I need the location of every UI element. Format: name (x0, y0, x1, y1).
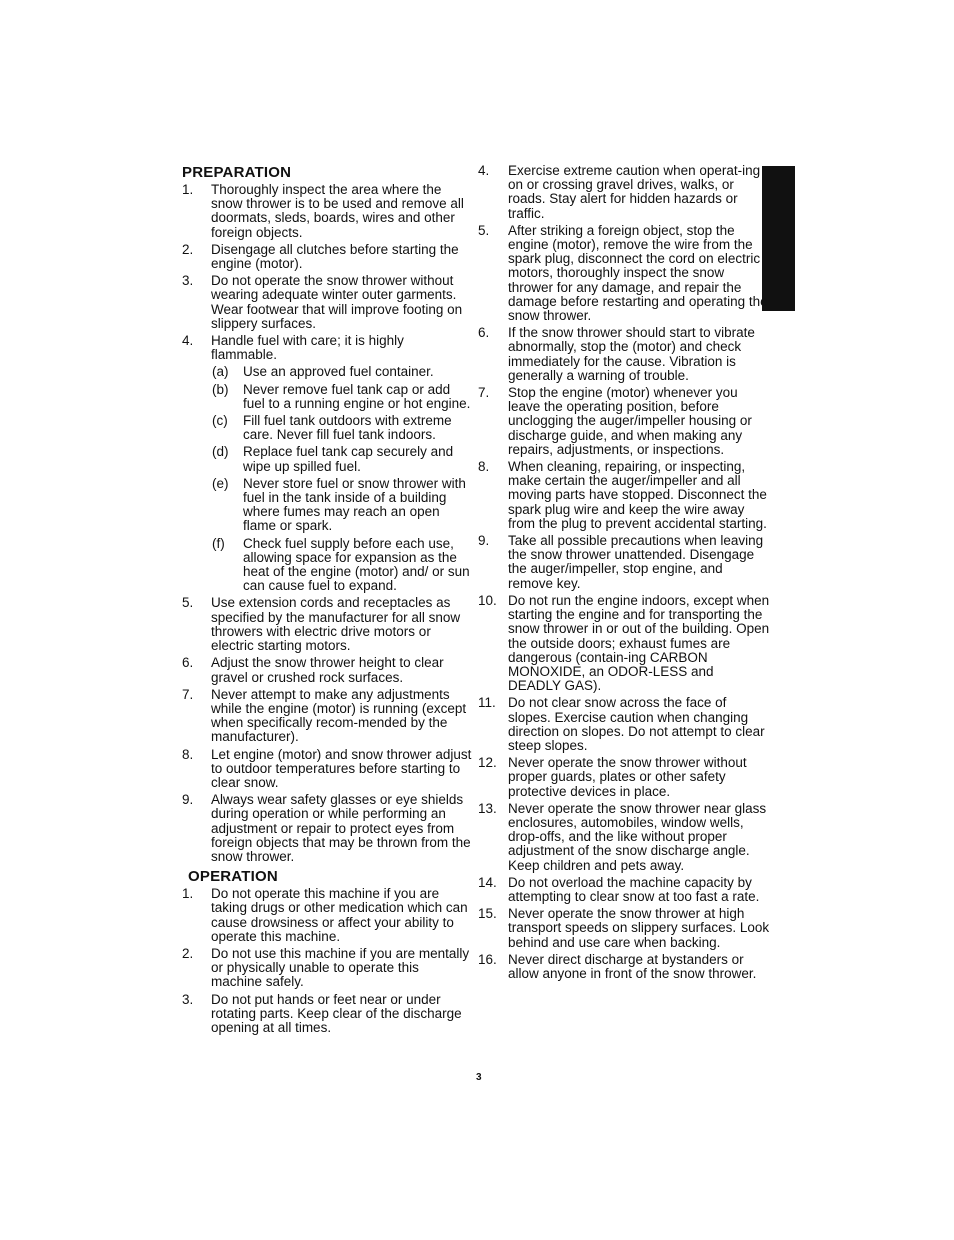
list-item (478, 534, 770, 591)
right-column (478, 164, 770, 984)
sub-item-text: Never store fuel or snow thrower with fuel in the tank inside of a building where fumes may reach an open flame or spark. (243, 475, 466, 534)
item-text: Do not clear snow across the face of slopes. Exercise caution when changing direction on slopes. Do not attempt to clear steep slopes. (508, 695, 765, 753)
item-text: Handle fuel with care; it is highly flammable. (211, 333, 404, 363)
item-text: Let engine (motor) and snow thrower adjust to outdoor temperatures before starting to clear snow. (211, 746, 472, 790)
item-text: Use extension cords and receptacles as specified by the manufacturer for all snow throwers with electric drive motors or electric starting motors. (211, 595, 461, 654)
item-number: 11. (478, 695, 496, 711)
item-number: 14. (478, 874, 497, 890)
preparation-heading: PREPARATION (182, 164, 292, 181)
item-text: Never operate the snow thrower near glass enclosures, automobiles, window wells, drop-offs, and the like without proper adjustment of the snow discharge angle. Keep children and pets away. (508, 800, 767, 873)
item-number: 8. (478, 459, 490, 475)
item-number: 7. (478, 385, 490, 401)
item-text: Never operate the snow thrower at high transport speeds on slippery surfaces. Look behind and use care when backing. (508, 906, 770, 950)
item-number: 15. (478, 906, 497, 922)
item-text: Always wear safety glasses or eye shields during operation or while performing an adjustment or repair to protect eyes from foreign objects that may be thrown from the snow thrower. (211, 792, 471, 864)
sub-item-text: Fill fuel tank outdoors with extreme care. Never fill fuel tank indoors. (243, 413, 452, 443)
sub-item-text: Replace fuel tank cap securely and wipe up spilled fuel. (243, 444, 454, 474)
item-text: Do not operate this machine if you are taking drugs or other medication which can cause drowsiness or affect your ability to operate this machine. (211, 886, 468, 944)
item-text: Never operate the snow thrower without proper guards, plates or other safety protective devices in place. (508, 755, 747, 799)
item-number: 16. (478, 951, 497, 967)
list-item (478, 802, 770, 873)
item-number: 5. (478, 222, 490, 238)
item-number: 10. (478, 592, 497, 608)
item-number: 1. (182, 886, 194, 902)
item-text: Do not put hands or feet near or under rotating parts. Keep clear of the discharge opening at all times. (211, 991, 462, 1035)
item-text: Do not run the engine indoors, except when starting the engine and for transporting the snow thrower in or out of the building. Open the outside doors; exhaust fumes are dangerous (contain-ing CARBON MONOXIDE, an ODOR-LESS and DEADLY GAS). (508, 592, 770, 694)
list-item (478, 164, 770, 221)
item-number: 1. (182, 182, 194, 197)
list-item (182, 183, 472, 240)
item-number: 3. (182, 273, 194, 289)
item-number: 2. (182, 945, 194, 961)
list-item (478, 876, 770, 904)
list-item (182, 334, 472, 362)
list-item (182, 887, 472, 944)
item-text: Never direct discharge at bystanders or allow anyone in front of the snow thrower. (508, 951, 757, 981)
item-text: Thoroughly inspect the area where the snow thrower is to be used and remove all doormats, sleds, boards, wires and other foreign objects. (211, 182, 464, 240)
list-item (478, 594, 770, 693)
list-item (478, 756, 770, 799)
item-text: Take all possible precautions when leaving the snow thrower unattended. Disengage the auger/impeller, stop engine, and remove key. (508, 533, 764, 591)
list-item (478, 386, 770, 457)
sub-item-label: (c) (212, 413, 228, 429)
item-number: 5. (182, 595, 194, 611)
item-text: Adjust the snow thrower height to clear gravel or crushed rock surfaces. (211, 655, 444, 685)
list-item (478, 907, 770, 950)
list-item (182, 274, 472, 331)
item-number: 12. (478, 755, 497, 771)
list-item (478, 953, 770, 981)
item-number: 9. (182, 792, 194, 808)
list-item (478, 224, 770, 323)
item-number: 2. (182, 241, 194, 257)
operation-heading: OPERATION (188, 868, 278, 886)
sub-item-label: (f) (212, 535, 225, 551)
sub-item-label: (a) (212, 364, 229, 380)
sub-list-item (212, 414, 472, 442)
item-number: 13. (478, 800, 497, 816)
sub-item-label: (e) (212, 475, 229, 491)
item-text: When cleaning, repairing, or inspecting, make certain the auger/impeller and all moving parts have stopped. Disconnect the spark plug wire and keep the wire away from the plug to prevent accidental starting. (508, 459, 767, 531)
item-number: 6. (478, 325, 490, 341)
sub-list-item (212, 445, 472, 473)
list-item (182, 993, 472, 1036)
list-item (182, 793, 472, 864)
list-item (182, 243, 472, 271)
sub-item-text: Use an approved fuel container. (243, 364, 434, 380)
item-number: 3. (182, 991, 194, 1007)
sub-item-label: (b) (212, 381, 229, 397)
item-text: Exercise extreme caution when operat-ing on or crossing gravel drives, walks, or roads. Stay alert for hidden hazards or traffic. (508, 163, 761, 221)
sub-list-item (212, 477, 472, 534)
list-item (182, 947, 472, 990)
item-number: 4. (478, 163, 490, 178)
list-item (478, 696, 770, 753)
sub-list-item (212, 537, 472, 594)
sub-list-item (212, 383, 472, 411)
sub-item-text: Never remove fuel tank cap or add fuel to a running engine or hot engine. (243, 381, 471, 411)
item-text: Stop the engine (motor) whenever you leave the operating position, before unclogging the auger/impeller housing or discharge guide, and when making any repairs, adjustments, or inspections. (508, 385, 752, 457)
item-number: 6. (182, 655, 194, 671)
item-text: After striking a foreign object, stop the engine (motor), remove the wire from the spark plug, disconnect the cord on electric motors, thoroughly inspect the snow thrower for any damage, and repair the damage before restarting and operating the snow thrower. (508, 222, 768, 324)
item-number: 7. (182, 686, 194, 702)
sub-list-item (212, 365, 472, 379)
list-item (478, 326, 770, 383)
item-text: Disengage all clutches before starting the engine (motor). (211, 241, 459, 272)
item-text: If the snow thrower should start to vibrate abnormally, stop the (motor) and check immediately for the cause. Vibration is generally a warning of trouble. (508, 325, 755, 383)
page-number: 3 (476, 1072, 482, 1083)
list-item (182, 688, 472, 745)
list-item (182, 656, 472, 684)
sub-item-text: Check fuel supply before each use, allowing space for expansion as the heat of the engine (motor) and/ or sun can cause fuel to expand. (243, 535, 470, 594)
item-number: 4. (182, 333, 194, 349)
item-text: Do not overload the machine capacity by attempting to clear snow at too fast a rate. (508, 874, 760, 904)
list-item (478, 460, 770, 531)
left-column (182, 164, 472, 1038)
item-text: Do not operate the snow thrower without wearing adequate winter outer garments. Wear footwear that will improve footing on slippery surfaces. (211, 273, 463, 331)
item-number: 9. (478, 533, 490, 549)
list-item (182, 748, 472, 791)
item-text: Never attempt to make any adjustments while the engine (motor) is running (except when specifically recom-mended by the manufacturer). (211, 686, 467, 745)
item-text: Do not use this machine if you are mentally or physically unable to operate this machine safely. (211, 945, 470, 990)
item-number: 8. (182, 746, 194, 762)
list-item (182, 596, 472, 653)
sub-item-label: (d) (212, 444, 229, 460)
